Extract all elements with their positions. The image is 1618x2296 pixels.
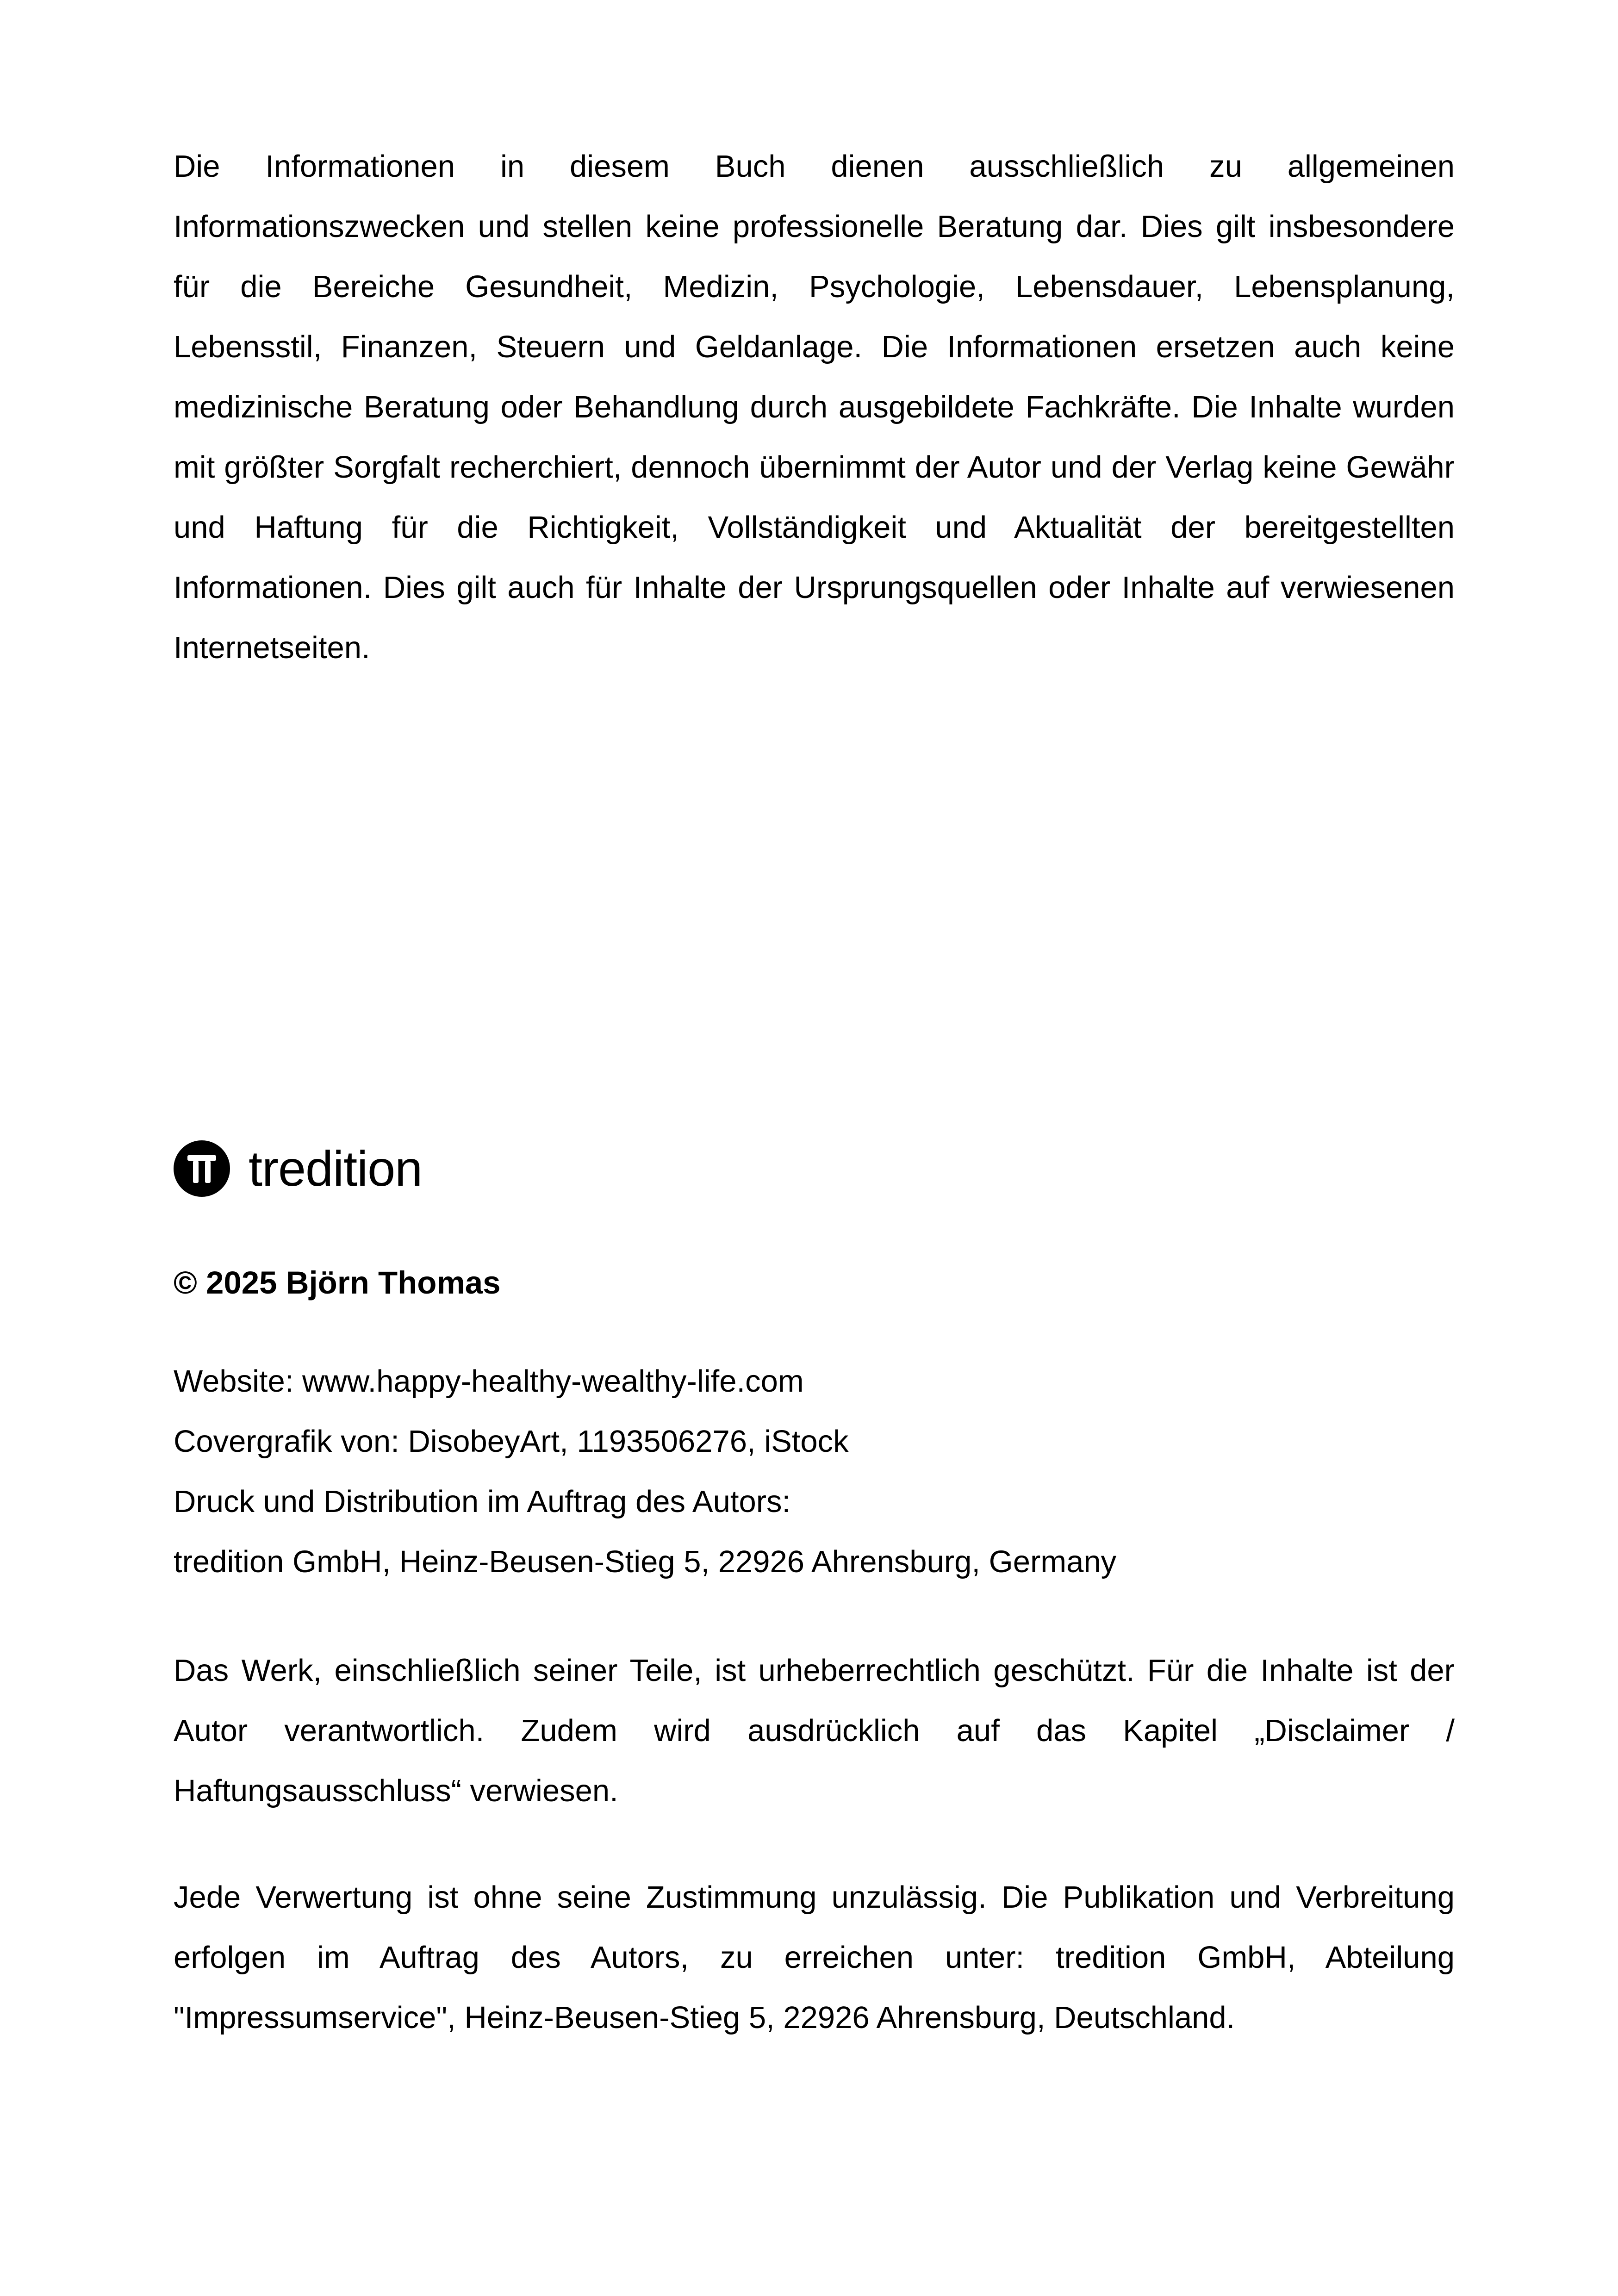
publication-paragraph: Jede Verwertung ist ohne seine Zustimmung unzulässig. Die Publikation und Verbreitung erfolgen im Auftrag des Autors, zu erreichen unter: tredition GmbH, Abteilung "Impressumservice", Heinz-Beusen-Stieg 5, 22926 Ahrensburg, Deutschland.: [174, 1880, 1455, 2035]
copyright-notice-paragraph: Das Werk, einschließlich seiner Teile, ist urheberrechtlich geschützt. Für die Inhalte ist der Autor verantwortlich. Zudem wird ausdrücklich auf das Kapitel „Disclaimer / Haftungsausschluss“ verwiesen.: [174, 1653, 1455, 1808]
publisher-name: tredition: [249, 1140, 423, 1196]
tredition-logo-icon: [174, 1140, 230, 1197]
website-line: Website: www.happy-healthy-wealthy-life.com: [174, 1364, 804, 1399]
cover-credit-line: Covergrafik von: DisobeyArt, 1193506276, iStock: [174, 1424, 849, 1459]
copyright-line: © 2025 Björn Thomas: [174, 1265, 501, 1300]
disclaimer-paragraph: Die Informationen in diesem Buch dienen ausschließlich zu allgemeinen Informationszwecken und stellen keine professionelle Beratung dar. Dies gilt insbesondere für die Bereiche Gesundheit, Medizin, Psychologie, Lebensdauer, Lebensplanung, Lebensstil, Finanzen, Steuern und Geldanlage. Die Informationen ersetzen auch keine medizinische Beratung oder Behandlung durch ausgebildete Fachkräfte. Die Inhalte wurden mit größter Sorgfalt recherchiert, dennoch übernimmt der Autor und der Verlag keine Gewähr und Haftung für die Richtigkeit, Vollständigkeit und Aktualität der bereitgestellten Informationen. Dies gilt auch für Inhalte der Ursprungsquellen oder Inhalte auf verwiesenen Internetseiten.: [174, 149, 1455, 665]
publisher-logo: [174, 1136, 422, 1201]
publisher-address-line: tredition GmbH, Heinz-Beusen-Stieg 5, 22926 Ahrensburg, Germany: [174, 1544, 1117, 1579]
credits-block: [174, 1351, 1455, 1592]
print-distribution-line: Druck und Distribution im Auftrag des Autors:: [174, 1484, 791, 1519]
